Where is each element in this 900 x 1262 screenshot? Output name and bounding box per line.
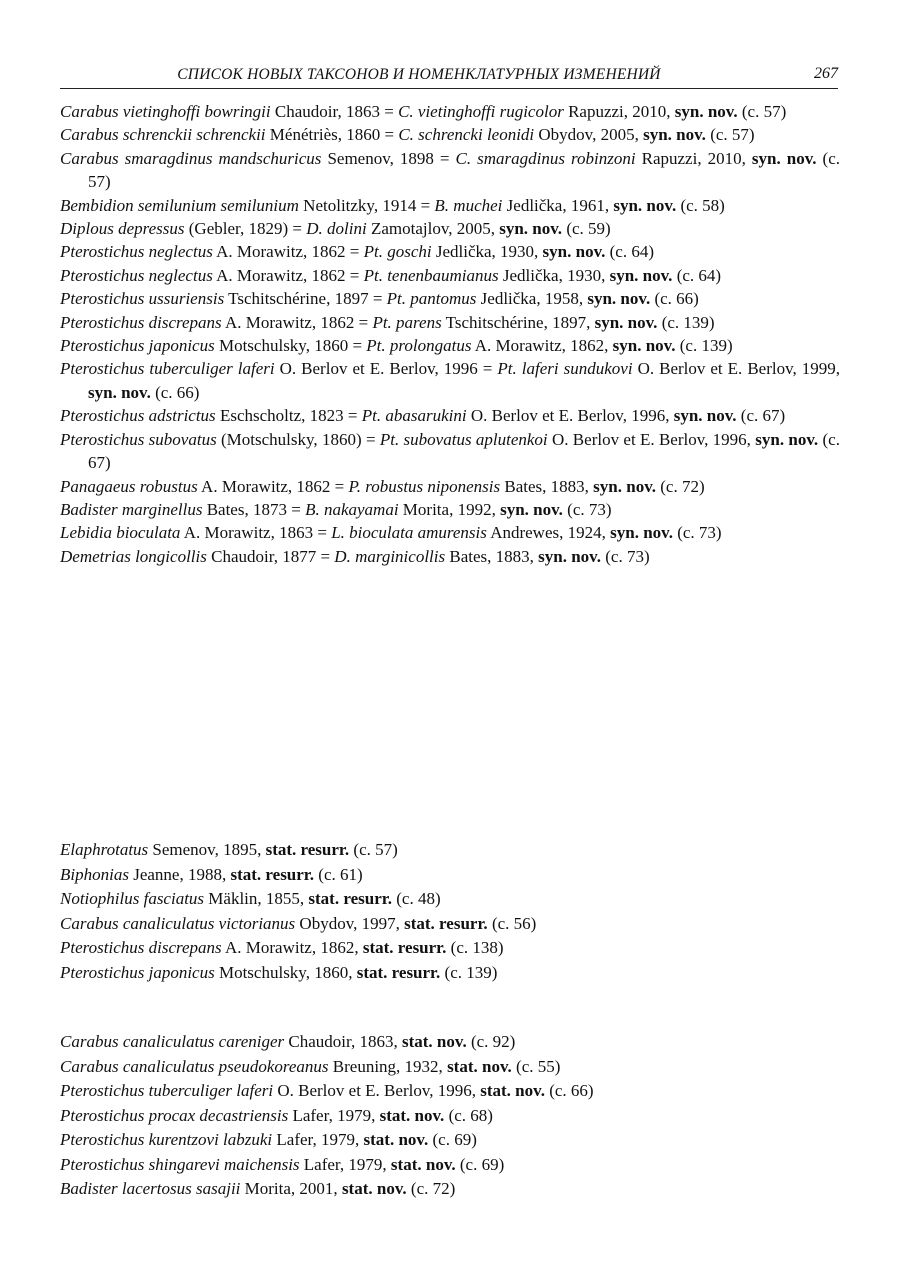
synonym-name: Pt. pantomus — [386, 289, 477, 309]
list-item — [60, 1128, 840, 1153]
synonym-name: Pt. subovatus aplutenkoi — [379, 429, 548, 449]
taxon-author: A. Morawitz, 1862 = — [212, 242, 364, 262]
taxon-author: Eschscholtz, 1823 = — [215, 406, 362, 426]
list-item — [60, 404, 840, 427]
taxon-name: Carabus smaragdinus mandschuricus — [60, 148, 322, 168]
status-label: syn. nov. — [593, 476, 657, 496]
taxon-author: Netolitzky, 1914 = — [298, 195, 435, 215]
taxon-author: Mäklin, 1855, — [204, 889, 309, 908]
taxon-author: Obydov, 1997, — [295, 913, 405, 933]
page-reference: (с. 72) — [656, 476, 705, 496]
list-item — [60, 1030, 840, 1055]
synonym-author: Obydov, 2005, — [534, 125, 644, 145]
taxon-name: Demetrias longicollis — [60, 546, 207, 566]
page-reference: (с. 138) — [446, 938, 504, 957]
page-reference: (с. 67) — [736, 406, 786, 426]
status-label: syn. nov. — [751, 148, 817, 168]
status-label: syn. nov. — [542, 242, 606, 262]
status-label: syn. nov. — [613, 195, 677, 215]
taxon-name: Pterostichus adstrictus — [60, 406, 216, 426]
status-label: stat. nov. — [447, 1056, 512, 1076]
status-label: stat. nov. — [341, 1179, 407, 1198]
page-reference: (с. 58) — [676, 195, 725, 215]
taxon-author: Morita, 2001, — [240, 1179, 342, 1198]
taxon-name: Carabus canaliculatus careniger — [60, 1032, 285, 1051]
page-reference: (с. 57) — [705, 125, 755, 145]
taxon-name: Carabus canaliculatus victorianus — [60, 913, 296, 933]
synonym-author: O. Berlov et E. Berlov, 1996, — [547, 429, 756, 449]
list-item — [60, 1104, 840, 1129]
synonym-name: Pt. laferi sundukovi — [497, 359, 633, 379]
taxon-name: Bembidion semilunium semilunium — [60, 195, 299, 215]
synonym-author: Tschitschérine, 1897, — [441, 312, 595, 332]
taxon-name: Pterostichus japonicus — [60, 962, 215, 982]
status-label: stat. resurr. — [404, 913, 488, 933]
page-reference: (с. 59) — [562, 219, 611, 239]
page-reference: (с. 67) — [88, 429, 840, 473]
page-reference: (с. 64) — [605, 242, 655, 262]
synonym-name: D. dolini — [306, 219, 367, 239]
synonym-author: A. Morawitz, 1862, — [471, 336, 613, 356]
status-label: stat. nov. — [390, 1154, 456, 1174]
page-reference: (с. 57) — [349, 840, 398, 859]
new-status-list — [60, 1030, 840, 1202]
page-reference: (с. 64) — [672, 265, 722, 285]
page-reference: (с. 66) — [650, 289, 699, 309]
synonym-author: O. Berlov et E. Berlov, 1996, — [466, 406, 674, 426]
list-item — [60, 498, 840, 521]
list-item — [60, 887, 840, 912]
status-label: stat. resurr. — [230, 864, 315, 884]
synonym-author: Morita, 1992, — [398, 499, 501, 519]
list-item — [60, 521, 840, 544]
synonym-name: Pt. prolongatus — [366, 336, 472, 356]
list-item — [60, 1153, 840, 1178]
taxon-name: Pterostichus discrepans — [60, 938, 222, 957]
taxon-name: Pterostichus neglectus — [60, 242, 213, 262]
synonym-author: Jedlička, 1958, — [476, 289, 588, 309]
synonym-author: Bates, 1883, — [445, 546, 539, 566]
status-label: stat. resurr. — [362, 938, 447, 957]
page-reference: (с. 73) — [562, 499, 612, 519]
list-item — [60, 100, 840, 123]
taxon-author: (Motschulsky, 1860) = — [216, 429, 380, 449]
page-reference: (с. 72) — [406, 1179, 456, 1198]
resurrected-status-list — [60, 838, 840, 985]
list-item — [60, 311, 840, 334]
synonym-name: P. robustus niponensis — [348, 476, 501, 496]
list-item — [60, 838, 840, 863]
page-reference: (с. 73) — [601, 546, 650, 566]
list-item — [60, 147, 840, 194]
taxon-name: Pterostichus subovatus — [60, 429, 217, 449]
status-label: syn. nov. — [594, 312, 658, 332]
status-label: syn. nov. — [643, 125, 706, 145]
list-item — [60, 240, 840, 263]
list-item — [60, 217, 840, 240]
taxon-name: Carabus schrenckii schrenckii — [60, 125, 266, 145]
taxon-author: Chaudoir, 1863, — [284, 1032, 402, 1051]
page-reference: (с. 73) — [672, 523, 722, 543]
status-label: syn. nov. — [538, 546, 601, 566]
taxon-name: Carabus canaliculatus pseudokoreanus — [60, 1056, 329, 1076]
list-item — [60, 1079, 840, 1104]
synonym-author: Rapuzzi, 2010, — [563, 102, 675, 121]
status-label: syn. nov. — [674, 102, 738, 121]
list-item — [60, 123, 840, 146]
status-label: syn. nov. — [673, 406, 737, 426]
taxon-name: Diplous depressus — [60, 219, 185, 239]
taxon-author: Chaudoir, 1863 = — [270, 102, 399, 121]
synonyms-list — [60, 100, 840, 568]
synonym-author: Rapuzzi, 2010, — [635, 148, 752, 168]
taxon-author: A. Morawitz, 1862 = — [221, 312, 373, 332]
page-reference: (с. 48) — [391, 889, 441, 908]
page-reference: (с. 66) — [544, 1081, 594, 1100]
page-reference: (с. 92) — [466, 1032, 516, 1051]
taxon-author: A. Morawitz, 1862, — [221, 938, 363, 957]
synonym-name: Pt. tenenbaumianus — [363, 265, 499, 285]
taxon-author: Motschulsky, 1860 = — [214, 336, 367, 356]
page-number: 267 — [814, 65, 838, 82]
taxon-name: Pterostichus ussuriensis — [60, 289, 225, 309]
taxon-author: (Gebler, 1829) = — [184, 219, 307, 239]
synonym-author: Jedlička, 1961, — [502, 195, 614, 215]
taxon-author: A. Morawitz, 1862 = — [212, 265, 364, 285]
taxon-author: O. Berlov et E. Berlov, 1996 = — [274, 359, 498, 379]
page-reference: (с. 68) — [444, 1105, 493, 1125]
taxon-author: Lafer, 1979, — [272, 1130, 364, 1149]
taxon-author: A. Morawitz, 1863 = — [180, 523, 332, 543]
taxon-author: Semenov, 1898 = — [321, 148, 456, 168]
status-label: stat. nov. — [363, 1130, 429, 1149]
list-item — [60, 287, 840, 310]
synonym-author: O. Berlov et E. Berlov, 1999, — [632, 359, 840, 379]
taxon-name: Pterostichus tuberculiger laferi — [60, 1081, 274, 1100]
synonym-author: Bates, 1883, — [500, 476, 594, 496]
page-reference: (с. 139) — [657, 312, 715, 332]
status-label: syn. nov. — [609, 265, 673, 285]
taxon-author: Chaudoir, 1877 = — [206, 546, 335, 566]
taxon-name: Badister lacertosus sasajii — [60, 1179, 241, 1198]
taxon-name: Pterostichus tuberculiger laferi — [60, 359, 275, 379]
synonym-author: Andrewes, 1924, — [486, 523, 611, 543]
list-item — [60, 961, 840, 986]
status-label: syn. nov. — [88, 382, 151, 402]
page-reference: (с. 69) — [428, 1130, 477, 1149]
taxon-name: Carabus vietinghoffi bowringii — [60, 102, 271, 121]
status-label: stat. resurr. — [265, 840, 350, 859]
taxon-author: A. Morawitz, 1862 = — [197, 476, 349, 496]
page-reference: (с. 57) — [737, 102, 787, 121]
taxon-name: Biphonias — [60, 864, 129, 884]
list-item — [60, 334, 840, 357]
synonym-author: Zamotajlov, 2005, — [366, 219, 500, 239]
status-label: syn. nov. — [499, 219, 563, 239]
status-label: stat. resurr. — [308, 889, 392, 908]
taxon-author: Breuning, 1932, — [328, 1056, 448, 1076]
status-label: syn. nov. — [755, 429, 819, 449]
list-item — [60, 1177, 840, 1202]
synonym-name: B. nakayamai — [305, 499, 399, 519]
taxon-author: Lafer, 1979, — [299, 1154, 391, 1174]
page-reference: (с. 61) — [314, 864, 363, 884]
taxon-author: O. Berlov et E. Berlov, 1996, — [273, 1081, 481, 1100]
synonym-name: C. schrencki leonidi — [398, 125, 535, 145]
status-label: syn. nov. — [500, 499, 563, 519]
status-label: stat. resurr. — [356, 962, 441, 982]
taxon-author: Lafer, 1979, — [288, 1105, 380, 1125]
page-reference: (с. 69) — [455, 1154, 505, 1174]
running-header — [60, 64, 838, 89]
synonym-name: L. bioculata amurensis — [331, 523, 487, 543]
synonym-name: Pt. parens — [372, 312, 442, 332]
taxon-name: Lebidia bioculata — [60, 523, 181, 543]
taxon-author: Motschulsky, 1860, — [214, 962, 357, 982]
page-reference: (с. 139) — [675, 336, 733, 356]
taxon-author: Jeanne, 1988, — [128, 864, 231, 884]
running-title: СПИСОК НОВЫХ ТАКСОНОВ И НОМЕНКЛАТУРНЫХ ИЗМЕНЕНИЙ — [177, 66, 661, 83]
taxon-author: Ménétriès, 1860 = — [265, 125, 399, 145]
taxon-author: Semenov, 1895, — [148, 840, 266, 859]
list-item — [60, 428, 840, 475]
taxon-author: Bates, 1873 = — [202, 499, 306, 519]
page-reference: (с. 66) — [150, 382, 200, 402]
synonym-name: Pt. goschi — [363, 242, 432, 262]
status-label: syn. nov. — [587, 289, 651, 309]
synonym-name: C. vietinghoffi rugicolor — [398, 102, 564, 121]
taxon-name: Elaphrotatus — [60, 840, 149, 859]
list-item — [60, 264, 840, 287]
page-reference: (с. 55) — [511, 1056, 561, 1076]
status-label: stat. nov. — [379, 1105, 445, 1125]
synonym-name: Pt. abasarukini — [361, 406, 467, 426]
list-item — [60, 475, 840, 498]
taxon-name: Pterostichus discrepans — [60, 312, 222, 332]
taxon-name: Notiophilus fasciatus — [60, 889, 205, 908]
list-item — [60, 936, 840, 961]
taxon-name: Pterostichus procax decastriensis — [60, 1105, 289, 1125]
synonym-name: D. marginicollis — [334, 546, 446, 566]
synonym-name: C. smaragdinus robinzoni — [455, 148, 636, 168]
taxon-author: Tschitschérine, 1897 = — [224, 289, 387, 309]
list-item — [60, 545, 840, 568]
page-reference: (с. 56) — [487, 913, 537, 933]
page-reference: (с. 57) — [88, 148, 841, 192]
status-label: stat. nov. — [480, 1081, 545, 1100]
list-item — [60, 863, 840, 888]
page-reference: (с. 139) — [440, 962, 498, 982]
list-item — [60, 912, 840, 937]
list-item — [60, 194, 840, 217]
status-label: syn. nov. — [612, 336, 676, 356]
taxon-name: Pterostichus neglectus — [60, 265, 213, 285]
taxon-name: Pterostichus japonicus — [60, 336, 215, 356]
synonym-author: Jedlička, 1930, — [498, 265, 610, 285]
status-label: stat. nov. — [401, 1032, 467, 1051]
taxon-name: Pterostichus kurentzovi labzuki — [60, 1130, 273, 1149]
synonym-name: B. muchei — [434, 195, 503, 215]
list-item — [60, 357, 840, 404]
synonym-author: Jedlička, 1930, — [431, 242, 543, 262]
taxon-name: Pterostichus shingarevi maichensis — [60, 1154, 300, 1174]
taxon-name: Badister marginellus — [60, 499, 203, 519]
status-label: syn. nov. — [610, 523, 673, 543]
list-item — [60, 1055, 840, 1080]
taxon-name: Panagaeus robustus — [60, 476, 198, 496]
